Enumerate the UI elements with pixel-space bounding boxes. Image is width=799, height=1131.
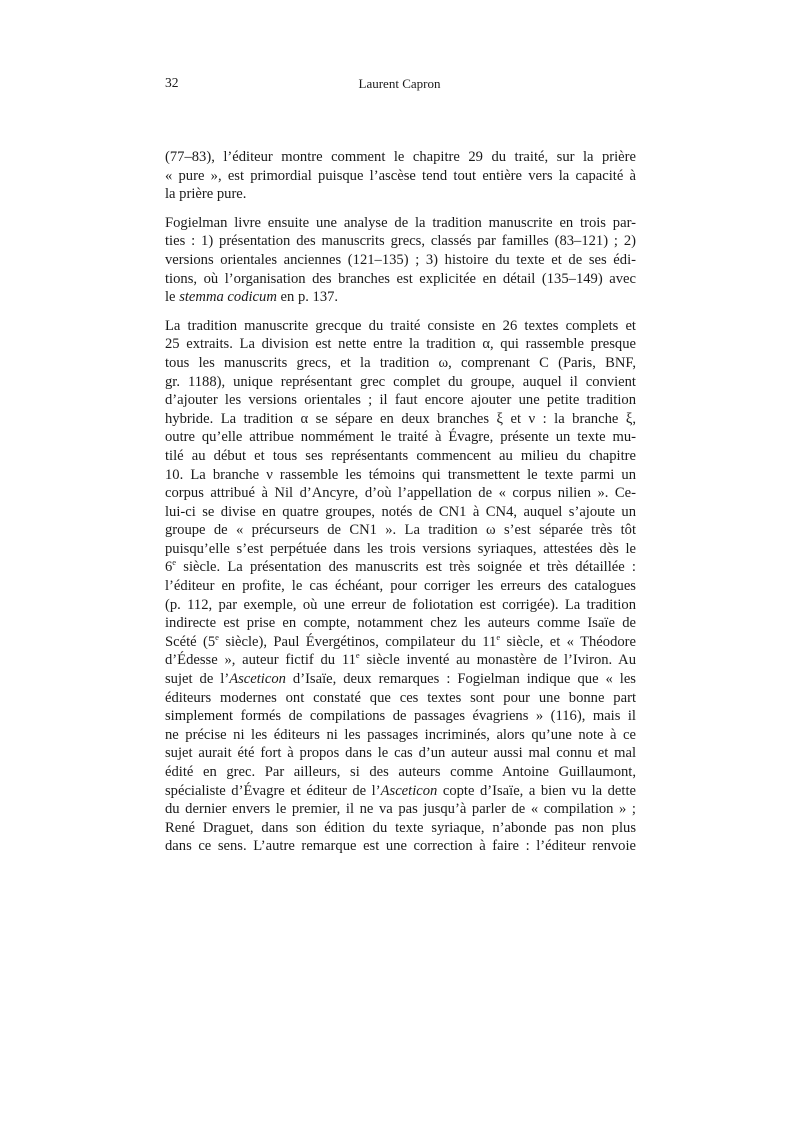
text-line: Scété (5e siècle), Paul Évergétinos, compilateur du 11e siècle, et « Théodore [165, 631, 637, 650]
superscript: e [496, 631, 501, 642]
running-head: Laurent Capron [358, 76, 441, 91]
text-line: du dernier envers le premier, il ne va pas jusqu’à parler de « compilation » ; [165, 801, 636, 818]
superscript: e [215, 631, 219, 642]
text-line: spécialiste d’Évagre et éditeur de l’Asceticon copte d’Isaïe, a bien vu la dette [165, 782, 636, 799]
text-line: outre qu’elle attribue nommément le traité à Évagre, présente un texte mu- [165, 429, 636, 446]
text-line: éditeurs modernes ont constaté que ces textes sont pour une bonne part [165, 689, 636, 706]
text-line: groupe de « précurseurs de CN1 ». La tradition ω s’est séparée très tôt [165, 522, 636, 539]
body-text [165, 148, 636, 866]
paragraph [165, 317, 636, 856]
text-line: tions, où l’organisation des branches est explicitée en détail (135–149) avec [165, 270, 636, 287]
text-line: le stemma codicum en p. 137. [165, 289, 339, 306]
text-line: tous les manuscrits grecs, et la tradition ω, comprenant C (Paris, BNF, [165, 354, 636, 371]
text-line: ne précise ni les éditeurs ni les passages incriminés, alors qu’une note à ce [165, 726, 636, 743]
text-line: hybride. La tradition α se sépare en deux branches ξ et ν : la branche ξ, [165, 410, 636, 427]
italic-title: Asceticon [380, 782, 438, 799]
text-line: lui-ci se divise en quatre groupes, notés de CN1 à CN4, auquel s’ajoute un [165, 503, 636, 520]
superscript: e [172, 557, 177, 568]
text-line: l’éditeur en profite, le cas échéant, pour corriger les erreurs des catalogues [165, 578, 636, 595]
text-line: corpus attribué à Nil d’Ancyre, d’où l’appellation de « corpus nilien ». Ce- [165, 485, 636, 502]
italic-title: Asceticon [229, 671, 286, 688]
text-line: dans ce sens. L’autre remarque est une correction à faire : l’éditeur renvoie [165, 838, 636, 855]
paragraph [165, 214, 636, 307]
text-line: « pure », est primordial puisque l’ascèse tend tout entière vers la capacité à [165, 167, 636, 184]
text-line: édité en grec. Par ailleurs, si des auteurs comme Antoine Guillaumont, [165, 764, 636, 780]
text-line: versions orientales anciennes (121–135) ; 3) histoire du texte et de ses édi- [165, 251, 636, 268]
text-line: simplement formés de compilations de passages évagriens » (116), mais il [165, 708, 636, 725]
superscript: e [355, 650, 360, 661]
paragraph [165, 148, 636, 204]
text-line: René Draguet, dans son édition du texte syriaque, n’abonde pas non plus [165, 819, 636, 836]
text-line: ties : 1) présentation des manuscrits grecs, classés par familles (83–121) ; 2) [165, 233, 636, 250]
text-line: la prière pure. [165, 186, 247, 203]
text-line: sujet de l’Asceticon d’Isaïe, deux remarques : Fogielman indique que « les [165, 671, 636, 688]
text-line: indirecte est prise en compte, notamment chez les auteurs comme Isaïe de [165, 615, 636, 632]
text-line: d’ajouter les versions orientales ; il faut encore ajouter une petite tradition [165, 392, 636, 409]
text-line: 6e siècle. La présentation des manuscrits est très soignée et très détaillée : [165, 557, 636, 576]
text-line: La tradition manuscrite grecque du traité consiste en 26 textes complets et [165, 317, 636, 334]
text-line: (77–83), l’éditeur montre comment le chapitre 29 du traité, sur la prière [165, 149, 636, 165]
text-line: 25 extraits. La division est nette entre la tradition α, qui rassemble presque [165, 336, 636, 353]
text-line: sujet aurait été fort à propos dans le cas d’un auteur aussi mal connu et mal [165, 745, 636, 762]
text-line: (p. 112, par exemple, où une erreur de foliotation est corrigée). La tradition [165, 596, 636, 613]
text-line: puisqu’elle s’est perpétuée dans les trois versions syriaques, attestées dès le [165, 540, 636, 557]
text-line: 10. La branche ν rassemble les témoins qui transmettent le texte parmi un [165, 466, 636, 483]
text-line: Fogielman livre ensuite une analyse de la tradition manuscrite en trois par- [165, 214, 636, 231]
text-line: gr. 1188), unique représentant grec complet du groupe, auquel il convient [165, 373, 636, 390]
italic-title: stemma codicum [179, 289, 277, 306]
text-line: d’Édesse », auteur fictif du 11e siècle inventé au monastère de l’Iviron. Au [165, 650, 636, 669]
text-line: tilé au début et tous ses représentants commencent au milieu du chapitre [165, 447, 636, 464]
page-number: 32 [165, 75, 179, 90]
